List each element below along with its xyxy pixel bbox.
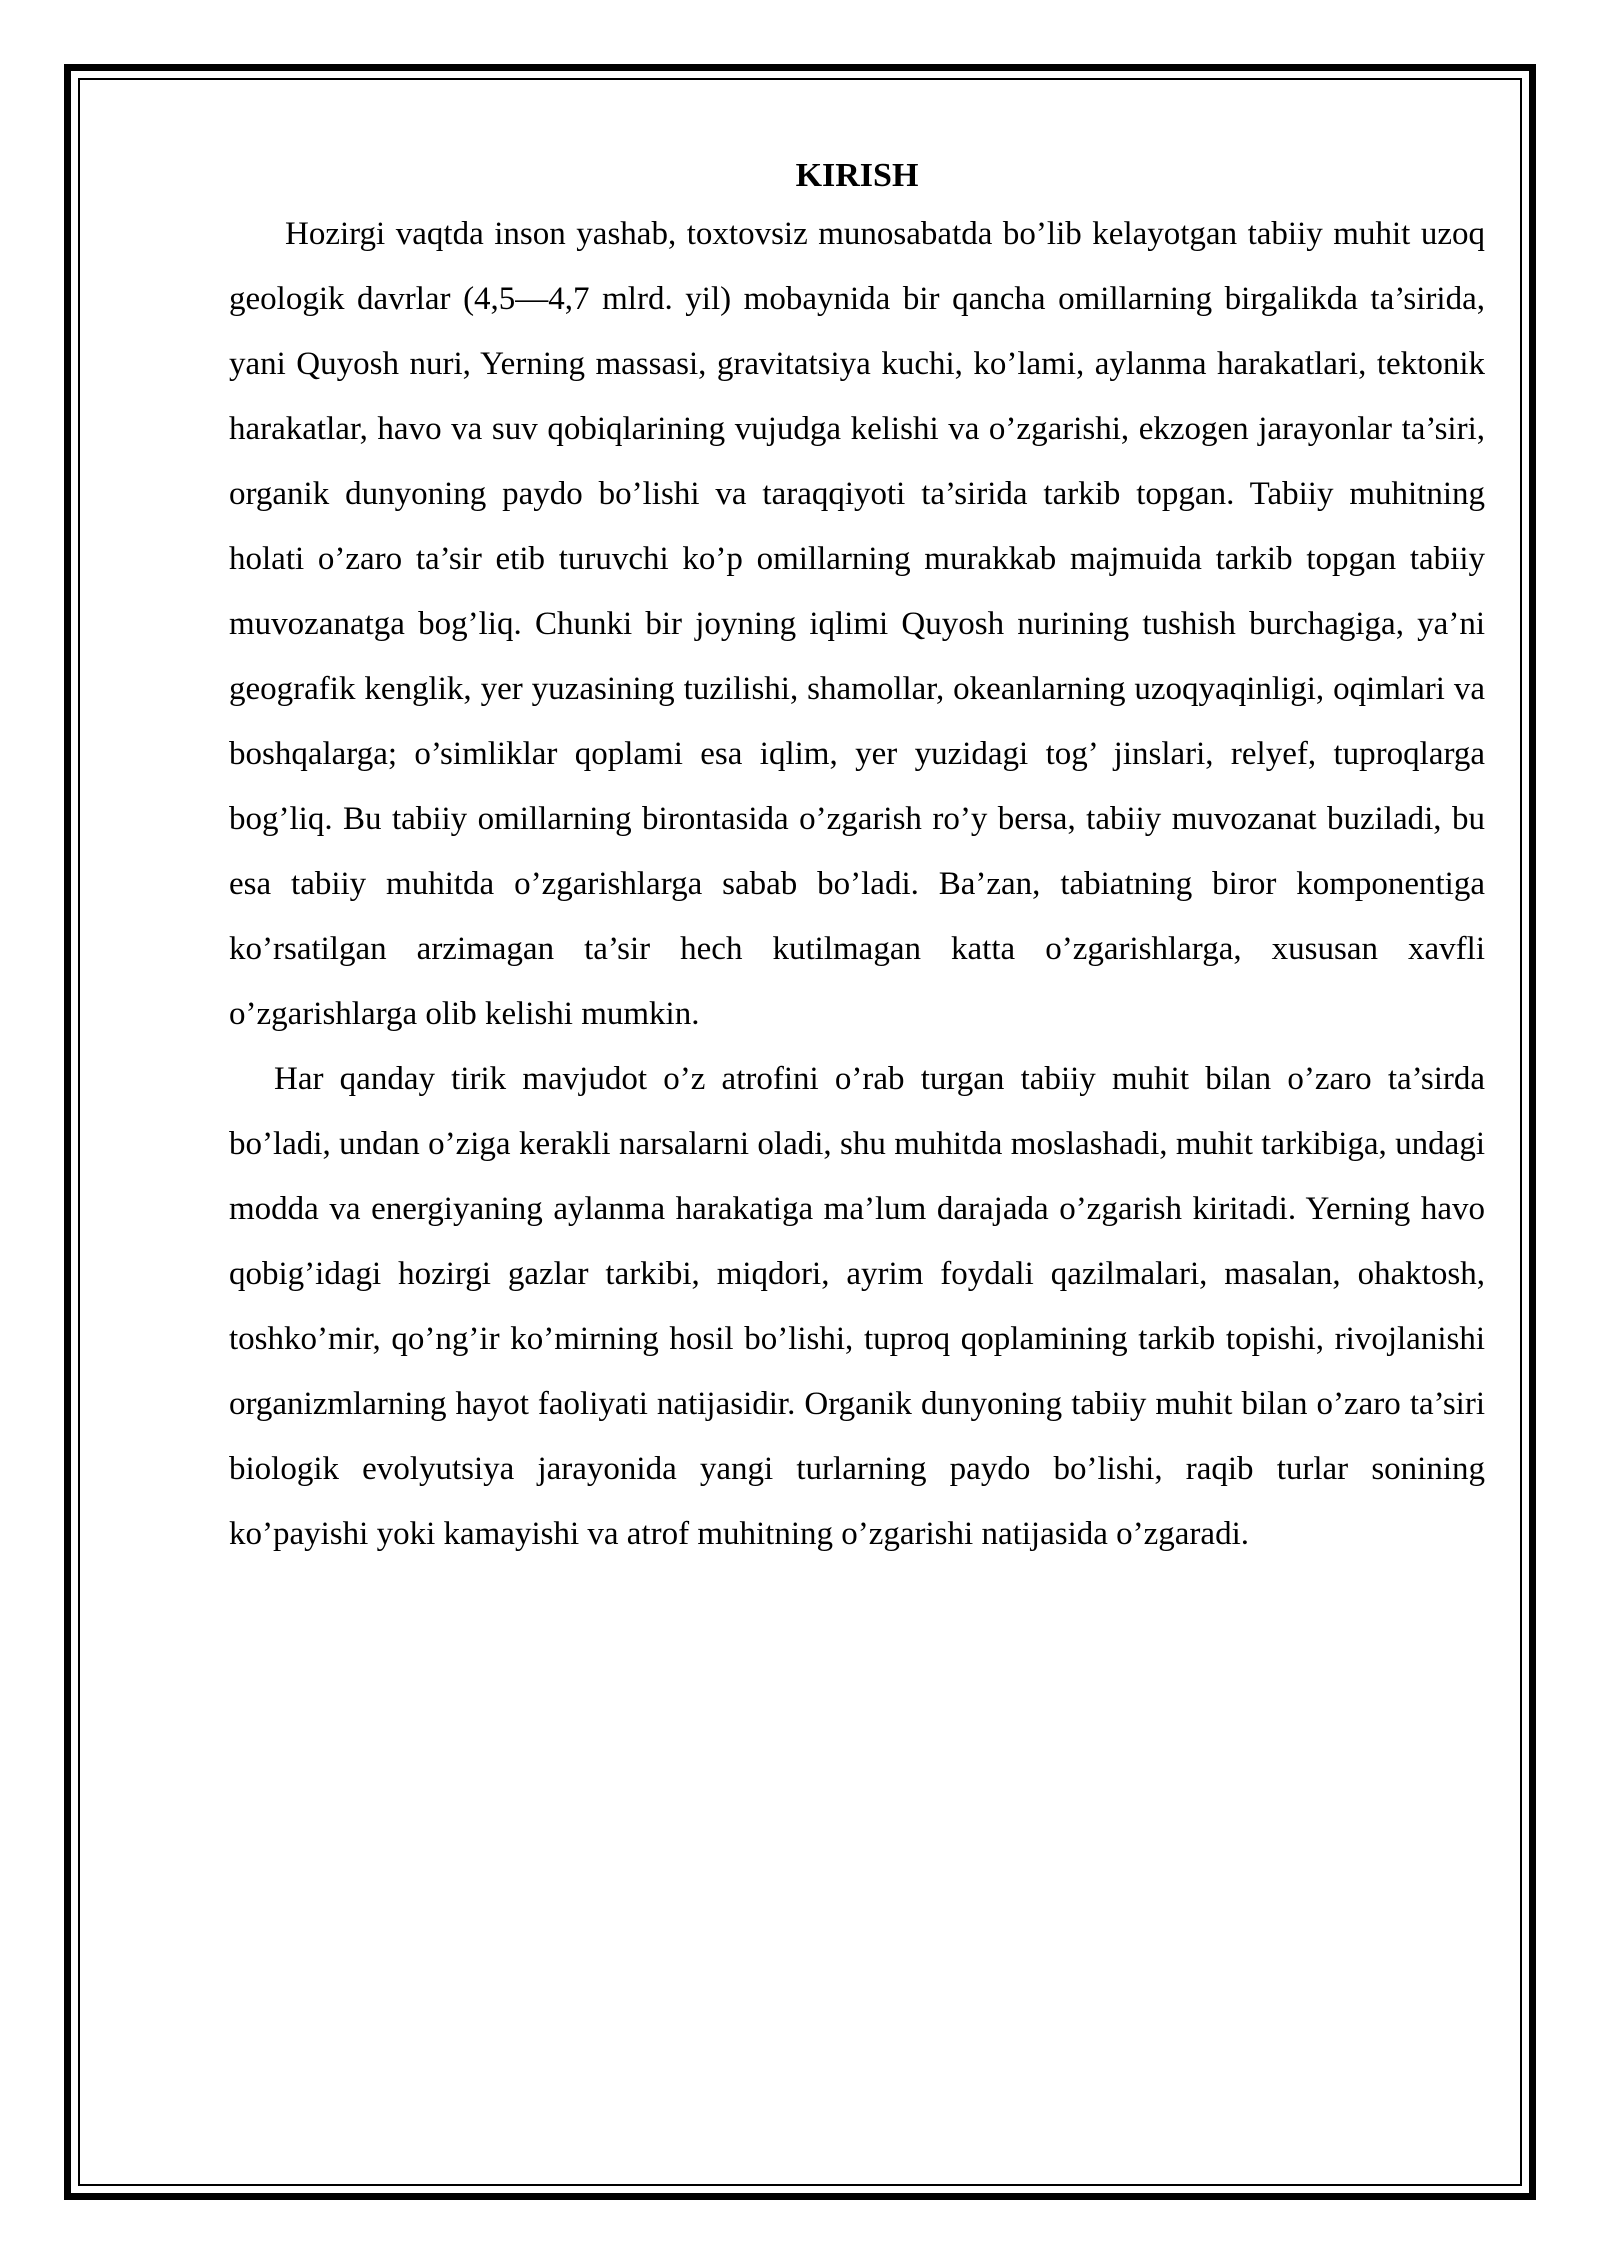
document-body (229, 150, 1485, 1567)
document-heading: KIRISH (795, 157, 919, 194)
paragraph-2: Har qanday tirik mavjudot o’z atrofini o’rab turgan tabiiy muhit bilan o’zaro ta’sirda bo’ladi, undan o’ziga kerakli narsalarni oladi, shu muhitda moslashadi, muhit tarkibiga, undagi modda va energiyaning aylanma harakatiga ma’lum darajada o’zgarish kiritadi. Yerning havo qobig’idagi hozirgi gazlar tarkibi, miqdori, ayrim foydali qazilmalari, masalan, ohaktosh, toshko’mir, qo’ng’ir ko’mirning hosil bo’lishi, tuproq qoplamining tarkib topishi, rivojlanishi organizmlarning hayot faoliyati natijasidir. Organik dunyoning tabiiy muhit bilan o’zaro ta’siri biologik evolyutsiya jarayonida yangi turlarning paydo bo’lishi, raqib turlar sonining ko’payishi yoki kamayishi va atrof muhitning o’zgarishi natijasida o’zgaradi. (229, 1061, 1485, 1552)
paragraph-1: Hozirgi vaqtda inson yashab, toxtovsiz munosabatda bo’lib kelayotgan tabiiy muhit uzoq geologik davrlar (4,5—4,7 mlrd. yil) mobaynida bir qancha omillarning birgalikda ta’sirida, yani Quyosh nuri, Yerning massasi, gravitatsiya kuchi, ko’lami, aylanma harakatlari, tektonik harakatlar, havo va suv qobiqlarining vujudga kelishi va o’zgarishi, ekzogen jarayonlar ta’siri, organik dunyoning paydo bo’lishi va taraqqiyoti ta’sirida tarkib topgan. Tabiiy muhitning holati o’zaro ta’sir etib turuvchi ko’p omillarning murakkab majmuida tarkib topgan tabiiy muvozanatga bog’liq. Chunki bir joyning iqlimi Quyosh nurining tushish burchagiga, ya’ni geografik kenglik, yer yuzasining tuzilishi, shamollar, okeanlarning uzoqyaqinligi, oqimlari va boshqalarga; o’simliklar qoplami esa iqlim, yer yuzidagi tog’ jinslari, relyef, tuproqlarga bog’liq. Bu tabiiy omillarning birontasida o’zgarish ro’y bersa, tabiiy muvozanat buziladi, bu esa tabiiy muhitda o’zgarishlarga sabab bo’ladi. Ba’zan, tabiatning biror komponentiga ko’rsatilgan arzimagan ta’sir hech kutilmagan katta o’zgarishlarga, xususan xavfli o’zgarishlarga olib kelishi mumkin. (229, 216, 1485, 1032)
